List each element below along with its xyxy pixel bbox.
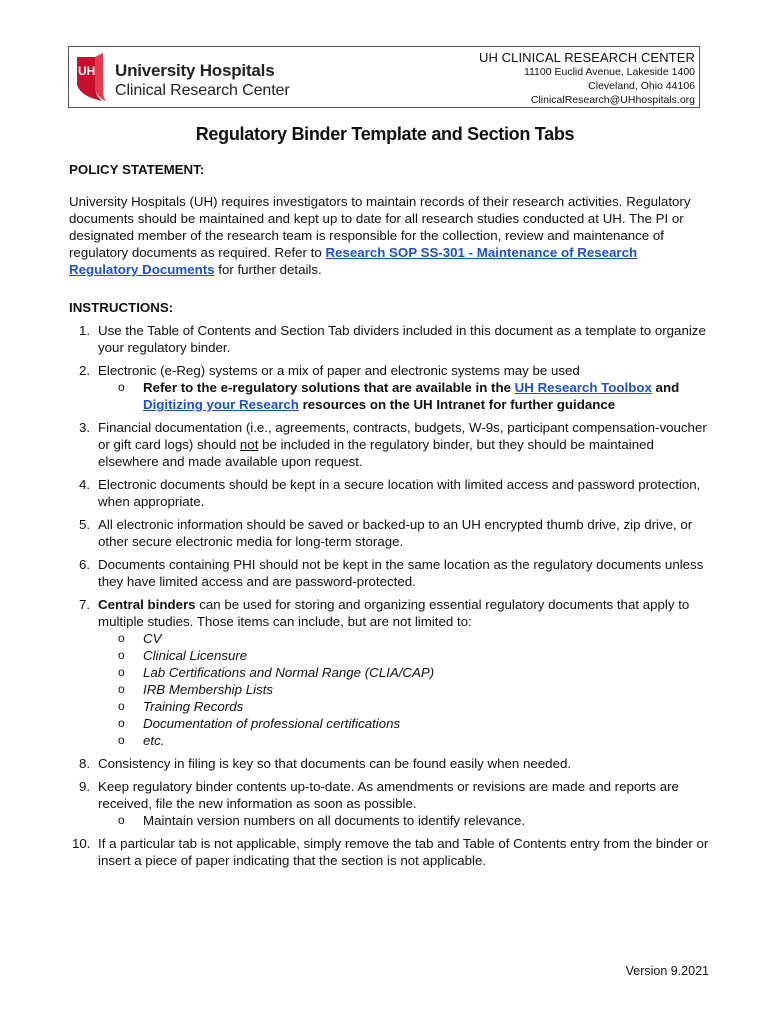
sub-list bbox=[98, 379, 709, 413]
item-number: 5. bbox=[79, 517, 91, 532]
instructions-heading: INSTRUCTIONS: bbox=[69, 300, 174, 315]
sub-text: Training Records bbox=[143, 699, 244, 714]
instructions-list bbox=[69, 322, 709, 869]
sub-item bbox=[98, 664, 709, 681]
sub-item bbox=[98, 647, 709, 664]
item-number: 1. bbox=[79, 323, 91, 338]
item-text: Keep regulatory binder contents up-to-date. As amendments or revisions are made and reports are received, file the new information as soon as possible. bbox=[98, 779, 679, 811]
org-name: UH CLINICAL RESEARCH CENTER bbox=[478, 50, 695, 65]
bullet: o bbox=[118, 665, 125, 679]
instruction-item bbox=[69, 596, 709, 749]
policy-text-end: for further details. bbox=[214, 262, 322, 277]
bullet: o bbox=[118, 733, 125, 747]
item-text: Financial documentation (i.e., agreements, contracts, budgets, W-9s, participant compensation-voucher or gift card logs) should bbox=[98, 420, 707, 452]
bullet: o bbox=[118, 699, 125, 713]
instruction-item bbox=[69, 835, 709, 869]
sub-text: Lab Certifications and Normal Range (CLIA/CAP) bbox=[143, 665, 435, 680]
version-label: Version 9.2021 bbox=[625, 964, 709, 978]
item-text-underlined: not bbox=[239, 437, 259, 452]
instruction-item bbox=[69, 556, 709, 590]
sub-text: CV bbox=[143, 631, 162, 646]
item-text: Consistency in filing is key so that documents can be found easily when needed. bbox=[98, 756, 572, 771]
sub-item bbox=[98, 715, 709, 732]
letterhead-address bbox=[479, 50, 695, 107]
document-body bbox=[69, 161, 709, 875]
sub-list bbox=[98, 812, 709, 829]
uh-research-toolbox-link[interactable]: UH Research Toolbox bbox=[514, 380, 652, 395]
address-line-2: Cleveland, Ohio 44106 bbox=[588, 80, 695, 92]
address-line-1: 11100 Euclid Avenue, Lakeside 1400 bbox=[523, 66, 695, 78]
contact-email: ClinicalResearch@UHhospitals.org bbox=[530, 94, 695, 106]
instruction-item bbox=[69, 476, 709, 510]
item-text: If a particular tab is not applicable, simply remove the tab and Table of Contents entry from the binder or insert a piece of paper indicating that the section is not applicable. bbox=[98, 836, 709, 868]
letterhead bbox=[68, 46, 700, 108]
sub-text: resources on the UH Intranet for further guidance bbox=[298, 397, 616, 412]
item-text: All electronic information should be saved or backed-up to an UH encrypted thumb drive, zip drive, or other secure electronic media for long-term storage. bbox=[98, 517, 693, 549]
bullet: o bbox=[118, 648, 125, 662]
sub-text: Documentation of professional certifications bbox=[143, 716, 401, 731]
item-text: Electronic (e-Reg) systems or a mix of paper and electronic systems may be used bbox=[98, 363, 580, 378]
uh-logo bbox=[73, 51, 293, 105]
bullet: o bbox=[118, 631, 125, 645]
central-binder-items bbox=[98, 630, 709, 749]
policy-statement bbox=[69, 193, 709, 278]
item-text: Documents containing PHI should not be kept in the same location as the regulatory documents unless they have limited access and are password-protected. bbox=[98, 557, 704, 589]
item-number: 7. bbox=[79, 597, 91, 612]
instruction-item bbox=[69, 362, 709, 413]
sop-ss-301-link[interactable]: Research SOP SS-301 - Maintenance of Research Regulatory Documents bbox=[69, 245, 638, 277]
bullet: o bbox=[118, 716, 125, 730]
policy-heading: POLICY STATEMENT: bbox=[69, 162, 205, 177]
item-text-bold: Central binders bbox=[98, 597, 196, 612]
bullet: o bbox=[118, 682, 125, 696]
item-number: 3. bbox=[79, 420, 91, 435]
sub-text: IRB Membership Lists bbox=[143, 682, 274, 697]
digitizing-research-link[interactable]: Digitizing your Research bbox=[143, 397, 299, 412]
item-text: be included in the regulatory binder, but they should be maintained elsewhere and made available upon request. bbox=[98, 437, 654, 469]
sub-item bbox=[98, 379, 709, 413]
sub-text: and bbox=[651, 380, 680, 395]
instruction-item bbox=[69, 778, 709, 829]
logo-line-1: University Hospitals bbox=[115, 61, 275, 80]
item-number: 10. bbox=[72, 836, 91, 851]
item-number: 8. bbox=[79, 756, 91, 771]
uh-logo-mark bbox=[73, 51, 109, 103]
sub-item bbox=[98, 681, 709, 698]
sub-text: Clinical Licensure bbox=[143, 648, 248, 663]
instruction-item bbox=[69, 516, 709, 550]
logo-mark-text: UH bbox=[78, 64, 96, 78]
policy-text: University Hospitals (UH) requires investigators to maintain records of their research activities. Regulatory documents should be maintained and kept up to date for all research studies conducted at UH. The PI or designated member of the research team is responsible for the collection, review and maintenance of regulatory documents as required. Refer to bbox=[69, 194, 691, 260]
document-title: Regulatory Binder Template and Section Tabs bbox=[195, 124, 575, 144]
sub-text: Maintain version numbers on all documents to identify relevance. bbox=[143, 813, 526, 828]
item-number: 4. bbox=[79, 477, 91, 492]
logo-line-2: Clinical Research Center bbox=[115, 82, 290, 99]
sub-text: etc. bbox=[143, 733, 165, 748]
sub-item bbox=[98, 630, 709, 647]
item-number: 2. bbox=[79, 363, 91, 378]
sub-text: Refer to the e-regulatory solutions that are available in the bbox=[143, 380, 515, 395]
item-text: Electronic documents should be kept in a secure location with limited access and password protection, when appropriate. bbox=[98, 477, 701, 509]
item-number: 9. bbox=[79, 779, 91, 794]
bullet: o bbox=[118, 380, 125, 394]
instruction-item bbox=[69, 755, 709, 772]
item-number: 6. bbox=[79, 557, 91, 572]
sub-item bbox=[98, 698, 709, 715]
instruction-item bbox=[69, 419, 709, 470]
instruction-item bbox=[69, 322, 709, 356]
sub-item bbox=[98, 732, 709, 749]
sub-item bbox=[98, 812, 709, 829]
item-text: can be used for storing and organizing essential regulatory documents that apply to multiple studies. Those items can include, but are not limited to: bbox=[98, 597, 690, 629]
bullet: o bbox=[118, 813, 125, 827]
item-text: Use the Table of Contents and Section Tab dividers included in this document as a template to organize your regulatory binder. bbox=[98, 323, 706, 355]
